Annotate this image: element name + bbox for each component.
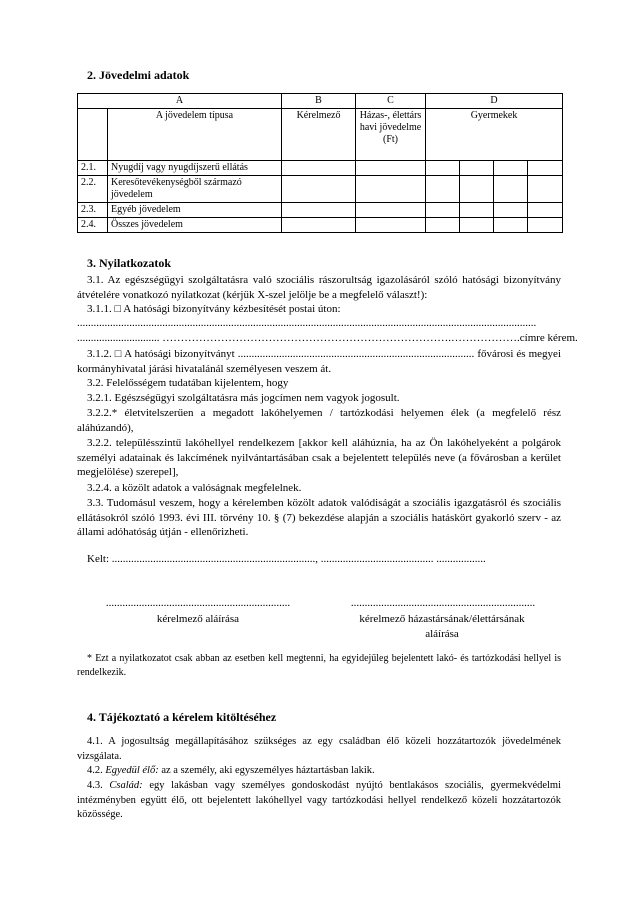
section-3-title: 3. Nyilatkozatok <box>87 256 171 270</box>
text-3-1: 3.1. Az egészségügyi szolgáltatásra való szociális rászorultság igazolásáról szóló hatósági bizonyítvány átvételére vonatkozó nyilatkozat (kérjük X-szel jelölje be a megfelelő választ!): <box>77 274 561 301</box>
cell-spouse[interactable] <box>356 176 426 203</box>
cell-child[interactable] <box>460 218 494 233</box>
header-income-type: A jövedelem típusa <box>108 109 282 161</box>
date-field[interactable]: Kelt: .........................................................................., ......................................... .................. <box>87 553 486 565</box>
cell-child[interactable] <box>494 218 528 233</box>
paragraph-4-1 <box>77 735 561 764</box>
paragraph-3-1 <box>77 273 561 302</box>
income-table <box>77 93 563 233</box>
text-4-3: egy lakásban vagy személyes gondoskodást nyújtó bentlakásos szociális, gyermekvédelmi intézményben együtt élő, ott bejelentett lakóhellyel vagy tartózkodási hellyel rendelkező közeli hozzátartozók közössége. <box>77 780 562 820</box>
paragraph-3-2 <box>77 376 561 391</box>
text-3-3: 3.3. Tudomásul veszem, hogy a kérelemben közölt adatok valódiságát a szociális igazgatásról és szociális ellátásokról szóló 1993. évi III. törvény 10. § (7) bekezdése alapján a szociális hatáskört gyakorló szerv - az állami adóhatóság útján - ellenőrizheti. <box>77 497 561 538</box>
paragraph-3-1-2 <box>77 347 561 376</box>
paragraph-3-2-1 <box>77 391 561 406</box>
table-row <box>78 218 563 233</box>
row-label: Keresőtevékenységből származó jövedelem <box>108 176 282 203</box>
header-children: Gyermekek <box>426 109 563 161</box>
table-row <box>78 203 563 218</box>
cell-spouse[interactable] <box>356 218 426 233</box>
paragraph-3-2-2b <box>77 436 561 480</box>
text-4-1: 4.1. A jogosultság megállapításához szükséges az egy családban élő közeli hozzátartozók jövedelmének vizsgálata. <box>77 736 561 762</box>
cell-child[interactable] <box>528 218 563 233</box>
row-label: Egyéb jövedelem <box>108 203 282 218</box>
col-letter-b: B <box>282 94 356 109</box>
text-3-1-2: 3.1.2. □ A hatósági bizonyítványt ...................................................................................... fővárosi és megyei kormányhivatal járási hivatalánál személyesen veszem át. <box>77 348 561 375</box>
cell-child[interactable] <box>426 203 460 218</box>
address-suffix: címre kérem. <box>519 332 578 344</box>
term-csalad: Család: <box>109 780 143 791</box>
cell-child[interactable] <box>426 161 460 176</box>
table-letter-row <box>78 94 563 109</box>
row-label: Összes jövedelem <box>108 218 282 233</box>
cell-child[interactable] <box>426 218 460 233</box>
cell-child[interactable] <box>528 161 563 176</box>
spouse-signature-label <box>322 612 562 642</box>
paragraph-3-1-1 <box>77 302 561 317</box>
paragraph-3-2-4 <box>77 481 561 496</box>
col-letter-c: C <box>356 94 426 109</box>
num-4-3: 4.3. <box>87 780 103 791</box>
text-3-2-2a: 3.2.2.* életvitelszerűen a megadott lakóhelyemen / tartózkodási helyemen élek (a megfelelő rész aláhúzandó), <box>77 407 561 434</box>
text-3-2-2b: 3.2.2. településszintű lakóhellyel rendelkezem [akkor kell aláhúznia, ha az Ön lakóhelyeként a polgárok személyi adatainak és lakcímének nyilvántartásában csak a bejelentett település neve (a fővárosban a kerület megjelölése) szerepel], <box>77 437 561 478</box>
spouse-signature-line[interactable]: ................................................................... <box>350 597 536 609</box>
cell-applicant[interactable] <box>282 203 356 218</box>
col-letter-a: A <box>78 94 282 109</box>
cell-child[interactable] <box>460 203 494 218</box>
header-spouse-income: Házas-, élettárs havi jövedelme (Ft) <box>356 109 426 161</box>
applicant-signature-label: kérelmező aláírása <box>156 613 240 625</box>
table-row <box>78 161 563 176</box>
text-3-2: 3.2. Felelősségem tudatában kijelentem, hogy <box>87 377 289 389</box>
paragraph-4-3 <box>77 779 561 823</box>
num-4-2: 4.2. <box>87 765 103 776</box>
row-label: Nyugdíj vagy nyugdíjszerű ellátás <box>108 161 282 176</box>
cell-applicant[interactable] <box>282 176 356 203</box>
table-row <box>78 176 563 203</box>
address-dots-line[interactable]: ....................................................................................................................................................................... <box>77 317 537 329</box>
spouse-signature-label-1: kérelmező házastársának/élettársának <box>359 613 525 625</box>
cell-applicant[interactable] <box>282 161 356 176</box>
text-4-2: az a személy, aki egyszemélyes háztartásban lakik. <box>161 765 375 776</box>
row-number: 2.4. <box>78 218 108 233</box>
section-4-title: 4. Tájékoztató a kérelem kitöltéséhez <box>87 710 277 724</box>
section-2-title: 2. Jövedelmi adatok <box>87 68 190 82</box>
paragraph-4-2 <box>77 764 561 779</box>
cell-child[interactable] <box>494 176 528 203</box>
footnote-text: * Ezt a nyilatkozatot csak abban az esetben kell megtenni, ha egyidejűleg bejelentett lakó- és tartózkodási hellyel is rendelkezik. <box>77 653 561 678</box>
paragraph-3-3 <box>77 496 561 540</box>
spouse-signature-label-2: aláírása <box>425 628 459 640</box>
cell-spouse[interactable] <box>356 161 426 176</box>
text-3-2-4: 3.2.4. a közölt adatok a valóságnak megfelelnek. <box>87 482 302 494</box>
applicant-signature-line[interactable]: ................................................................... <box>105 597 291 609</box>
cell-child[interactable] <box>460 161 494 176</box>
term-egyedul-elo: Egyedül élő: <box>105 765 159 776</box>
row-number: 2.1. <box>78 161 108 176</box>
cell-child[interactable] <box>528 176 563 203</box>
text-3-1-1: 3.1.1. □ A hatósági bizonyítvány kézbesítését postai úton: <box>87 303 341 315</box>
address-line-2 <box>77 332 578 344</box>
address-dots-b[interactable]: …………………………………………………………………….………………. <box>162 332 520 344</box>
table-header-row <box>78 109 563 161</box>
cell-child[interactable] <box>528 203 563 218</box>
text-3-2-1: 3.2.1. Egészségügyi szolgáltatásra más jogcímen nem vagyok jogosult. <box>87 392 400 404</box>
cell-spouse[interactable] <box>356 203 426 218</box>
header-applicant: Kérelmező <box>282 109 356 161</box>
cell-child[interactable] <box>460 176 494 203</box>
cell-child[interactable] <box>494 161 528 176</box>
header-empty-cell <box>78 109 108 161</box>
cell-child[interactable] <box>426 176 460 203</box>
row-number: 2.3. <box>78 203 108 218</box>
cell-child[interactable] <box>494 203 528 218</box>
col-letter-d: D <box>426 94 563 109</box>
address-dots-a[interactable]: .............................. <box>77 332 160 344</box>
cell-applicant[interactable] <box>282 218 356 233</box>
row-number: 2.2. <box>78 176 108 203</box>
paragraph-3-2-2a <box>77 406 561 435</box>
footnote <box>77 652 561 680</box>
